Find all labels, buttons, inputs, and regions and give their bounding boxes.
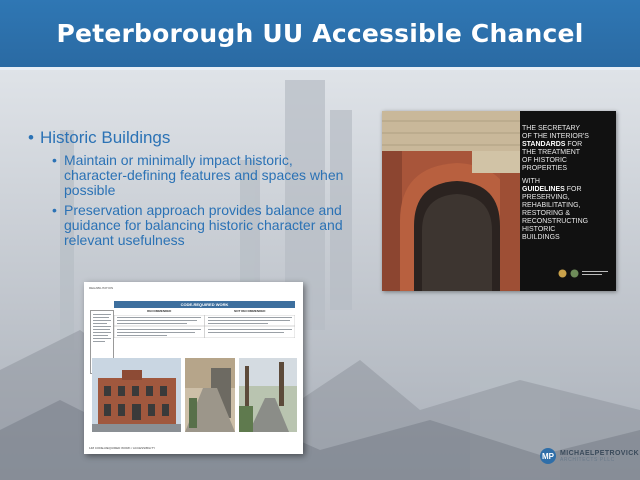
title-bar: [0, 0, 640, 70]
cover-line: THE SECRETARY: [522, 125, 581, 132]
cover-line: HISTORIC: [522, 226, 556, 233]
bullet-main: [28, 128, 358, 148]
document-page-image: [84, 282, 303, 454]
cover-line: OF THE INTERIOR'S: [522, 133, 589, 140]
doc-column-headers: [114, 309, 295, 314]
doc-photo-building: [92, 358, 181, 432]
logo-text: [560, 450, 639, 463]
bullet-icon: •: [52, 202, 57, 218]
seal-icon: [558, 269, 567, 278]
cover-line: OF HISTORIC: [522, 157, 567, 164]
cover-line: REHABILITATING,: [522, 202, 581, 209]
sub-bullet: [52, 153, 358, 198]
architect-logo: [540, 448, 639, 464]
doc-header: REHABILITATION: [89, 286, 114, 290]
cover-title: [522, 125, 614, 242]
agency-text-icon: [582, 269, 608, 278]
sub-bullet-text: Maintain or minimally impact historic, character-defining features and spaces when possible: [64, 152, 344, 198]
bullet-icon: •: [52, 152, 57, 168]
cover-line: BUILDINGS: [522, 234, 560, 241]
bullet-main-text: Historic Buildings: [40, 128, 171, 147]
cover-line: PROPERTIES: [522, 165, 567, 172]
cover-line: RECONSTRUCTING: [522, 218, 589, 225]
doc-photo-ramp: [185, 358, 235, 432]
doc-section-band: CODE-REQUIRED WORK: [114, 301, 295, 308]
doc-col-not-recommended: NOT RECOMMENDED: [234, 309, 266, 313]
arch-photo: [382, 111, 520, 291]
cover-line: THE TREATMENT: [522, 149, 581, 156]
cover-line: RESTORING &: [522, 210, 571, 217]
doc-photo-path: [239, 358, 297, 432]
cover-line: [522, 186, 614, 194]
cover-line-part: FOR: [567, 141, 583, 148]
bullet-list: [28, 128, 358, 248]
doc-text-grid: [114, 315, 295, 338]
sub-bullet-text: Preservation approach provides balance and guidance for balancing historic character and relevant usefulness: [64, 202, 343, 248]
cover-seals: [558, 269, 608, 278]
sub-bullet: [52, 203, 358, 248]
logo-subtitle: ARCHITECTS PLLC: [560, 456, 615, 463]
cover-line-part: FOR: [566, 186, 582, 193]
cover-line: [522, 141, 614, 149]
bullet-icon: •: [28, 128, 34, 147]
cover-line: WITH: [522, 178, 540, 185]
logo-name: MICHAELPETROVICK: [560, 449, 640, 457]
cover-guidelines: GUIDELINES: [522, 186, 565, 193]
logo-mark-icon: MP: [540, 448, 556, 464]
doc-footer: 148 CODE-REQUIRED WORK / ACCESSIBILITY: [89, 446, 156, 450]
cover-line: PRESERVING,: [522, 194, 570, 201]
seal-icon: [570, 269, 579, 278]
slide-title: Peterborough UU Accessible Chancel: [56, 19, 584, 48]
cover-standards: STANDARDS: [522, 141, 566, 148]
standards-cover-image: [382, 111, 616, 291]
doc-col-recommended: RECOMMENDED: [147, 309, 172, 313]
